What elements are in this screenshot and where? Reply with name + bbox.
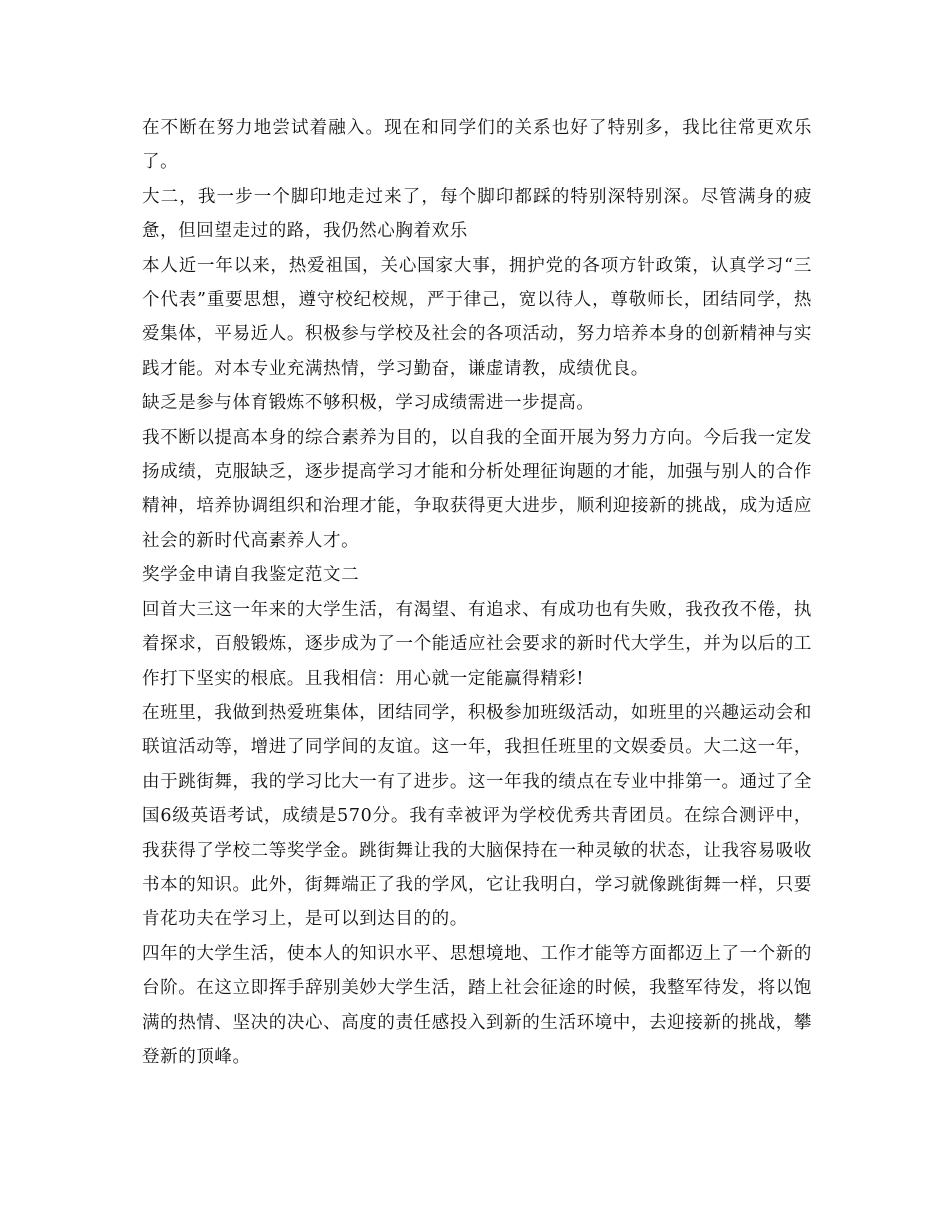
paragraph-7: 在班里，我做到热爱班集体，团结同学，积极参加班级活动，如班里的兴趣运动会和联谊活动等，增进了同学间的友谊。这一年，我担任班里的文娱委员。大二这一年，由于跳街舞，我的学习比大一有了进步。这一年我的绩点在专业中排第一。通过了全国6级英语考试，成绩是570分。我有幸被评为学校优秀共青团员。在综合测评中，我获得了学校二等奖学金。跳街舞让我的大脑保持在一种灵敏的状态，让我容易吸收书本的知识。此外，街舞端正了我的学风，它让我明白，学习就像跳街舞一样，只要肯花功夫在学习上，是可以到达目的的。 [142,702,812,930]
paragraph-6: 回首大三这一年来的大学生活，有渴望、有追求、有成功也有失败，我孜孜不倦，执着探求，百般锻炼，逐步成为了一个能适应社会要求的新时代大学生，并为以后的工作打下坚实的根底。且我相信：用心就一定能赢得精彩! [142,599,812,689]
document-body [142,111,812,1074]
paragraph-5: 我不断以提高本身的综合素养为目的，以自我的全面开展为努力方向。今后我一定发扬成绩，克服缺乏，逐步提高学习才能和分析处理征询题的才能，加强与别人的合作精神，培养协调组织和治理才能，争取获得更大进步，顺利迎接新的挑战，成为适应社会的新时代高素养人才。 [142,427,812,551]
section-heading: 奖学金申请自我鉴定范文二 [142,565,360,586]
paragraph-1: 在不断在努力地尝试着融入。现在和同学们的关系也好了特别多，我比往常更欢乐了。 [142,118,812,173]
paragraph-2: 大二，我一步一个脚印地走过来了，每个脚印都踩的特别深特别深。尽管满身的疲惫，但回望走过的路，我仍然心胸着欢乐 [142,186,812,242]
paragraph-8: 四年的大学生活，使本人的知识水平、思想境地、工作才能等方面都迈上了一个新的台阶。在这立即挥手辞别美妙大学生活，踏上社会征途的时候，我整军待发，将以饱满的热情、坚决的决心、高度的责任感投入到新的生活环境中，去迎接新的挑战，攀登新的顶峰。 [142,943,812,1067]
paragraph-4: 缺乏是参与体育锻炼不够积极，学习成绩需进一步提高。 [142,393,595,414]
paragraph-3: 本人近一年以来，热爱祖国，关心国家大事，拥护党的各项方针政策，认真学习“三个代表”重要思想，遵守校纪校规，严于律己，宽以待人，尊敬师长，团结同学，热爱集体，平易近人。积极参与学校及社会的各项活动，努力培养本身的创新精神与实践才能。对本专业充满热情，学习勤奋，谦虚请教，成绩优良。 [142,255,812,379]
